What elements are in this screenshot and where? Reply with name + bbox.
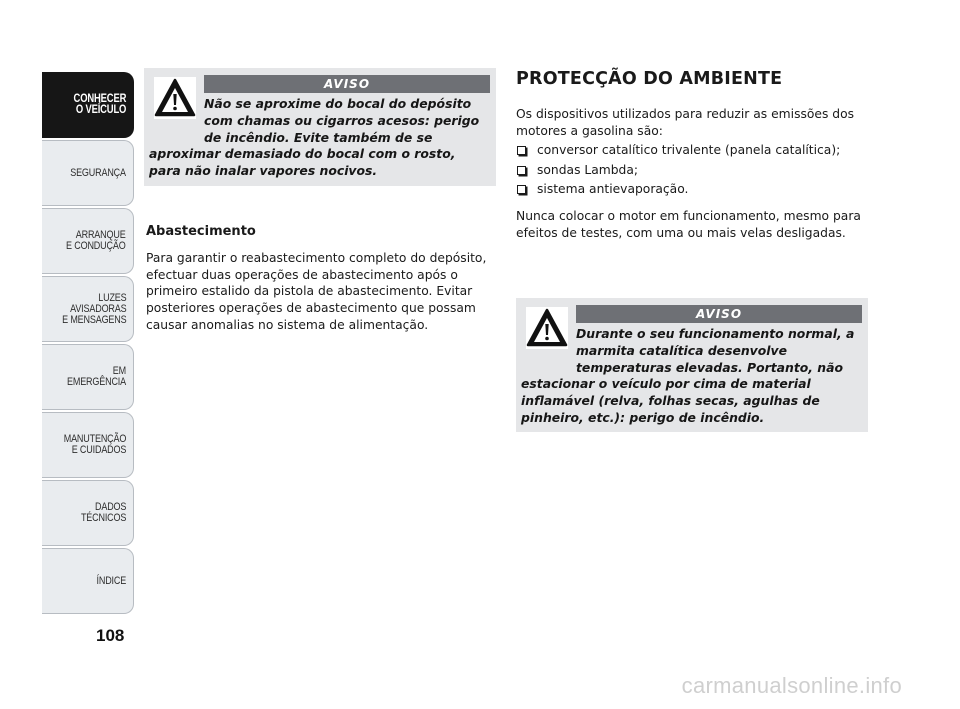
- tab-conhecer-o-veiculo[interactable]: [42, 72, 134, 138]
- warning-text: [149, 96, 488, 180]
- tab-label: CONHECER O VEÍCULO: [73, 93, 126, 116]
- watermark: carmanualsonline.info: [681, 673, 902, 698]
- tab-label: SEGURANÇA: [70, 166, 126, 179]
- tab-dados-tecnicos[interactable]: [42, 480, 134, 546]
- intro-paragraph: Os dispositivos utilizados para reduzir as emissões dos motores a gasolina são:: [516, 107, 855, 138]
- tab-label: MANUTENÇÃO E CUIDADOS: [63, 433, 126, 456]
- catalyst-warning-box: [516, 298, 868, 432]
- tab-luzes-avisadoras[interactable]: [42, 276, 134, 342]
- device-list: [516, 141, 876, 200]
- list-item: [516, 141, 876, 161]
- closing-paragraph: Nunca colocar o motor em funcionamento, mesmo para efeitos de testes, com uma ou mais velas desligadas.: [516, 209, 861, 240]
- tab-label: ARRANQUE E CONDUÇÃO: [66, 229, 126, 252]
- warning-text-content: Durante o seu funcionamento normal, a marmita catalítica desenvolve temperaturas elevadas. Portanto, não estacionar o veículo por cima de material inflamável (relva, folhas secas, agulhas de pinheiro, etc.): perigo de incêndio.: [521, 326, 855, 425]
- section-tabs: [42, 72, 134, 616]
- tab-label: EM EMERGÊNCIA: [66, 365, 126, 388]
- fuel-warning-box: [144, 68, 496, 186]
- warning-text-content: Não se aproxime do bocal do depósito com chamas ou cigarros acesos: perigo de incêndio. Evite também de se aproximar demasiado do bocal com o rosto, para não inalar vapores nocivos.: [149, 96, 480, 179]
- tab-label: LUZES AVISADORAS E MENSAGENS: [61, 291, 126, 326]
- tab-em-emergencia[interactable]: [42, 344, 134, 410]
- warning-text: [521, 326, 860, 427]
- checkbox-bullet-icon: [517, 146, 526, 155]
- list-item-text: sistema antievaporação.: [537, 182, 689, 196]
- page-number: 108: [96, 626, 125, 645]
- list-item-text: conversor catalítico trivalente (panela catalítica);: [537, 143, 841, 157]
- refuel-paragraph: Para garantir o reabastecimento completo do depósito, efectuar duas operações de abastecimento após o primeiro estalido da pistola de abastecimento. Evitar posteriores operações de abastecimento que possam causar anomalias no sistema de alimentação.: [146, 251, 487, 332]
- warning-header: AVISO: [204, 75, 490, 93]
- warning-header: AVISO: [576, 305, 862, 323]
- list-item: [516, 161, 876, 181]
- page-heading: PROTECÇÃO DO AMBIENTE: [516, 69, 783, 89]
- list-item: [516, 180, 876, 200]
- checkbox-bullet-icon: [517, 185, 526, 194]
- tab-manutencao-e-cuidados[interactable]: [42, 412, 134, 478]
- list-item-text: sondas Lambda;: [537, 162, 639, 177]
- tab-indice[interactable]: [42, 548, 134, 614]
- tab-label: ÍNDICE: [96, 574, 126, 587]
- tab-seguranca[interactable]: [42, 140, 134, 206]
- tab-label: DADOS TÉCNICOS: [80, 501, 126, 524]
- tab-arranque-e-conducao[interactable]: [42, 208, 134, 274]
- checkbox-bullet-icon: [517, 166, 526, 175]
- section-title: Abastecimento: [146, 224, 256, 239]
